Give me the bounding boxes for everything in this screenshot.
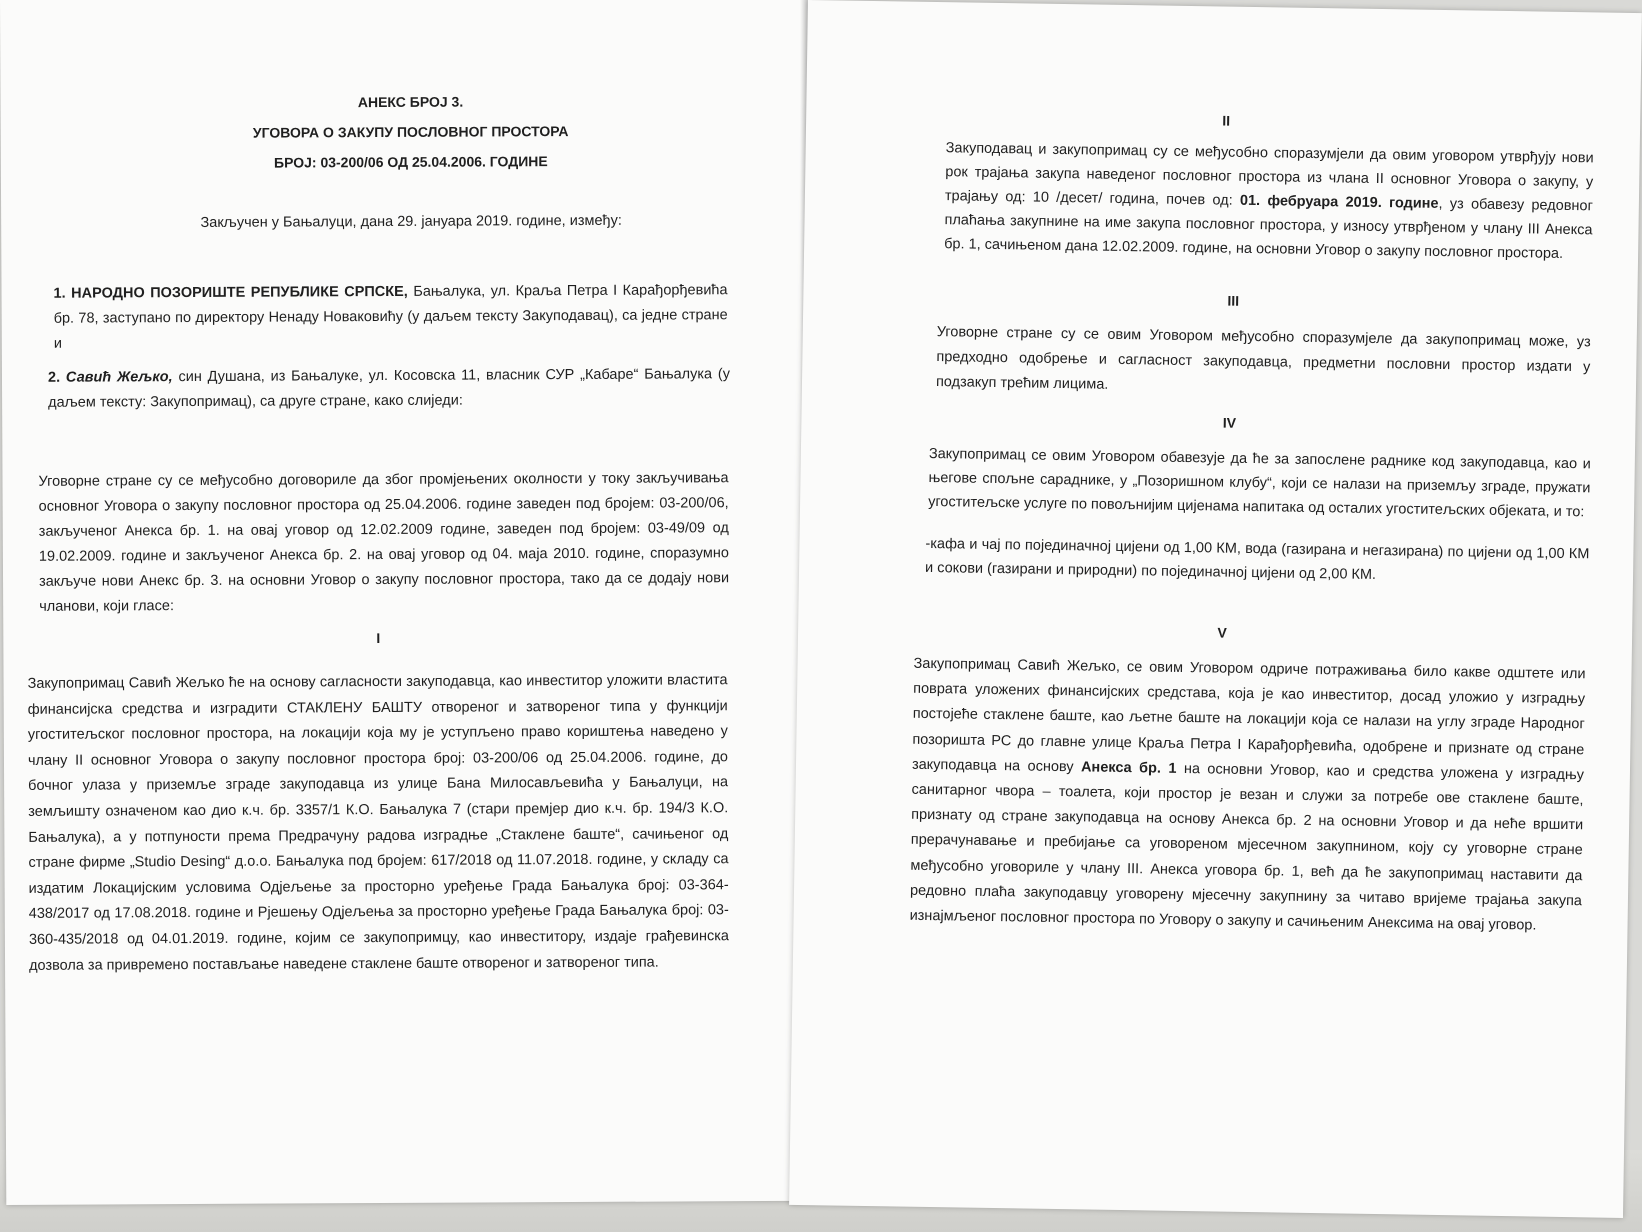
article-1-heading: I	[376, 630, 381, 647]
intro-paragraph: Уговорне стране су се међусобно договориле да због промјењених околности у току закључивања основног Уговора о закупу пословног простора од 25.04.2006. године заведен под бројем: 03-200/06, закљученог Анекса бр. 1. на овај уговор од 12.02.2009 године, заведен под бројем: 03-49/09 од 19.02.2009. године и закљученог Анекса бр. 2. на овај уговор од 04. маја 2010. године, споразумно закључе нови Анекс бр. 3. на основни Уговор о закупу пословног простора, тако да се додају нови чланови, који гласе:	[38, 470, 730, 615]
article-2-text-part-b: , уз обавезу редовног плаћања закупнине на име закупа пословног простора, у износу утврђеном у члану III Анекса бр. 1, сачињеном дана 12.02.2009. године, на основни Уговор о закупу пословног простора.	[944, 195, 1593, 262]
article-5-text-part-a: Закупопримац Савић Жељко, се овим Уговором одриче потраживања било какве одштете или поврата уложених финансијских средстава, која је као инвеститор, досад уложио у изградњу постојеће стаклене баште, као љетне баште на локацији која се налази на углу зграде Народног позоришта РС до главне улице Краља Петра I Карађорђевића, одобрене и признате од стране закуподавца на основу	[911, 655, 1586, 776]
party-1-number: 1.	[53, 285, 66, 302]
article-2-text	[944, 136, 1594, 266]
article-5-text-part-b: на основни Уговор, као и средства уложена у изградњу санитарног чвора – тоалета, који простор је везан и служи за потребе ове стаклене баште, признату од стране закуподавца на основу Анекса бр. 2 на основни Уговор и да неће вршити прерачунавање и пребијање са уговореном мјесечном закупнином, коју су уговорне стране међусобно уговориле у члану III. Анекса уговора бр. 1, већ да ће закупопримац наставити да редовно плаћа закуподавцу уговорену мјесечну закупнину за читаво вријеме трајања закупа изнајмљеног пословног простора по Уговору о закупу и сачињеним Анексима на овај уговор.	[909, 760, 1585, 934]
annex-title: АНЕКС БРОЈ 3.	[357, 93, 464, 111]
article-2-text-part-a: Закуподавац и закупопримац су се међусобно споразумјели да овим уговором утврђују нови рок трајања закупа наведеног пословног простора из члана II основног Уговора о закупу, у трајању од: 10 /десет/ година, почев од:	[944, 140, 1594, 209]
party-2	[48, 362, 730, 416]
article-4-prices: -кафа и чај по појединачној цијени од 1,00 КМ, вода (газирана и негазирана) по цијени од 1,00 КМ и сокови (газирани и природни) по појединачној цијени од 2,00 КМ.	[924, 535, 1590, 583]
party-2-name: Савић Жељко,	[65, 369, 173, 386]
document-page-left	[0, 0, 818, 1205]
article-5-text	[909, 652, 1585, 940]
article-1-text: Закупопримац Савић Жељко ће на основу сагласности закуподавца, као инвеститор уложити властита финансијска средства и изградити СТАКЛЕНУ БАШТУ отвореног и затвореног типа у функцији угоститељског пословног простора, на локацији која му је уступљено право кориштења наведено у члану II основног Уговора о закупу пословног простора број: 03-200/06 од 25.04.2006. године, до бочног улаза у приземље зграде закуподавца из улице Бана Милосављевића у Бањалуци, на земљишту означеном као дио к.ч. бр. 3357/1 К.О. Бањалука 7 (стари премјер дио к.ч. бр. 194/3 К.О. Бањалука), а у потпуности према Предрачуну радова изградње „Стаклене баште“, сачињеног од стране фирме „Studio Desing“ д.о.о. Бањалука под бројем: 617/2018 од 11.07.2018. године, у складу са издатим Локацијским условима Одјељење за просторно уређење Града Бањалука број: 03-364-438/2017 од 17.08.2018. године и Рјешењу Одјељења за просторно уређење Града Бањалука број: 03-360-435/2018 од 04.01.2019. године, којим се закупопримцу, као инвеститору, издаје грађевинска дозвола за привремено постављање наведене стаклене баште отвореног и затвореног типа.	[27, 672, 729, 974]
article-5-annex-ref: Анекса бр. 1	[1080, 759, 1177, 777]
article-2-start-date: 01. фебруара 2019. године	[1239, 192, 1439, 212]
concluded-line: Закључен у Бањалуци, дана 29. јануара 2019. године, између:	[200, 212, 622, 231]
party-1	[53, 278, 727, 357]
contract-number: БРОЈ: 03-200/06 ОД 25.04.2006. ГОДИНЕ	[273, 153, 548, 171]
article-3-heading: III	[1227, 292, 1240, 309]
contract-title: УГОВОРА О ЗАКУПУ ПОСЛОВНОГ ПРОСТОРА	[252, 123, 569, 141]
article-4-text: Закупопримац се овим Уговором обавезује да ће за запослене раднике код закуподавца, као и његове спољне сараднике, у „Позоришном клубу“, који се налази на приземљу зграде, пружати угоститељске услуге по повољнијим цијенама напитака од осталих угоститељских објеката, и то:	[928, 445, 1591, 521]
article-4-heading: IV	[1222, 414, 1237, 431]
article-2-heading: II	[1222, 112, 1231, 129]
party-1-details: Бањалука, ул. Краља Петра I Карађорђевића бр. 78, заступано по директору Ненаду Новаковићу (у даљем тексту Закуподавац), са једне стране и	[53, 282, 728, 352]
party-1-name: НАРОДНО ПОЗОРИШТЕ РЕПУБЛИКЕ СРПСКЕ,	[71, 283, 408, 302]
party-2-number: 2.	[47, 369, 61, 386]
article-3-text: Уговорне стране су се овим Уговором међусобно споразумјеле да закупопримац може, уз предходно одобрење и сагласност закуподавца, предметни пословни простор издати у подзакуп трећим лицима.	[935, 324, 1591, 393]
article-5-heading: V	[1217, 624, 1227, 641]
party-2-details: син Душана, из Бањалуке, ул. Косовска 11, власник СУР „Кабаре“ Бањалука (у даљем тексту: Закупопримац), са друге стране, како слиједи:	[48, 366, 731, 411]
document-page-right	[789, 0, 1642, 1218]
